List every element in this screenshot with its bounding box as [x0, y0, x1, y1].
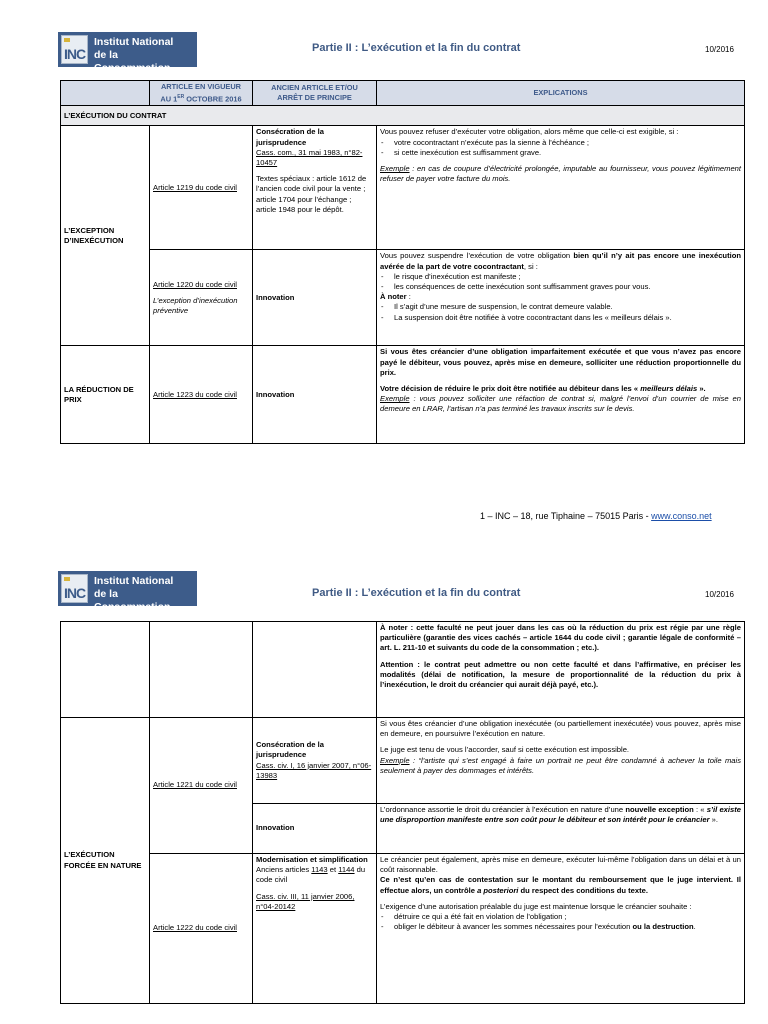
expl-1220-intro: Vous pouvez suspendre l’exécution de votre obligation [380, 251, 574, 261]
article-1222-link[interactable]: Article 1222 du code civil [153, 923, 237, 933]
logo-line1: Institut National [94, 575, 174, 587]
innovation-label: Innovation [253, 250, 377, 346]
header-empty [61, 81, 150, 106]
modernisation-title: Modernisation et simplification [256, 855, 368, 864]
expl-1220-si: , si : [523, 261, 538, 271]
item2-text: obliger le débiteur à avancer les sommes nécessaires pour l’exécution [394, 922, 633, 932]
exemple-label: Exemple [380, 755, 410, 765]
innovation-label: Innovation [253, 804, 377, 854]
expl-exception-e: ». [709, 815, 718, 825]
item2-bold: ou la destruction [632, 922, 694, 932]
cass-civ-iii-link[interactable]: Cass. civ. III, 11 janvier 2006, n°04-20142 [256, 891, 355, 911]
cass-civ-i-link[interactable]: Cass. civ. I, 16 janvier 2007, n°06-13983 [256, 760, 372, 780]
expl-1221-p2: Le juge est tenu de vous l’accorder, sauf si cette exécution est impossible. [380, 745, 630, 755]
logo-line1: Institut National [94, 36, 174, 48]
reduction-label: LA RÉDUCTION DE PRIX [61, 346, 150, 444]
article-1219-link[interactable]: Article 1219 du code civil [153, 182, 237, 192]
empty-cell [150, 622, 253, 718]
attention-reduction: Attention : le contrat peut admettre ou non cette faculté et dans l’affirmative, en préciser les modalités (délai de notification, la mesure de proportionnalité de la réduction du prix à l’inexécution, le droit du créancier qui aurait déjà payé, etc.). [380, 659, 741, 690]
article-1221-link[interactable]: Article 1221 du code civil [153, 780, 237, 790]
article-1223-link[interactable]: Article 1223 du code civil [153, 389, 237, 399]
logo-line2: de la Consommation [94, 49, 171, 74]
section-title: L’EXÉCUTION DU CONTRAT [61, 106, 745, 126]
expl-1222-p1: Le créancier peut également, après mise en demeure, exécuter lui-même l’obligation dans un délai et à un coût raisonnable. [380, 855, 741, 875]
contract-table-page2 [60, 621, 745, 1004]
a-posteriori: a posteriori [477, 885, 519, 895]
inc-logo [58, 571, 197, 613]
article-1220-link[interactable]: Article 1220 du code civil [153, 279, 237, 289]
exemple-label: Exemple [380, 394, 410, 404]
consecration-title: Consécration de la jurisprudence [256, 127, 324, 147]
expl-exception-c: : « [693, 805, 707, 814]
textes-speciaux: Textes spéciaux : article 1612 de l’ancien code civil pour la vente ; article 1704 pour l’échange ; article 1948 pour le dépôt. [256, 174, 367, 214]
expl-1223-p2: Votre décision de réduire le prix doit être notifiée au débiteur dans les « [380, 384, 641, 394]
list-item: - les conséquences de cette inexécution sont suffisamment graves pour vous. [394, 282, 741, 292]
exemple-label: Exemple [380, 164, 410, 174]
logo-line2: de la Consommation [94, 588, 171, 613]
item2-end: . [693, 922, 696, 932]
colon: : [406, 292, 411, 302]
empty-cell [253, 622, 377, 718]
page-date: 10/2016 [705, 45, 734, 54]
article-1220-note: L’exception d’inexécution préventive [153, 295, 238, 316]
consecration-title: Consécration de la jurisprudence [256, 740, 324, 760]
execution-forcee-label: L’EXÉCUTION FORCÉE EN NATURE [61, 718, 150, 1004]
expl-1222-p2: Ce n’est qu’en cas de contestation sur le montant du remboursement que le juge intervient. Il effectue alors, un contrôle [380, 875, 741, 895]
list-item: - si cette inexécution est suffisamment grave. [394, 148, 741, 158]
header-article: ARTICLE EN VIGUEUR AU 1ER OCTOBRE 2016 [150, 81, 253, 106]
quote-close: ». [697, 384, 706, 394]
cass-com-link[interactable]: Cass. com., 31 mai 1983, n°82-10457 [256, 147, 363, 168]
meilleurs-delais: meilleurs délais [640, 384, 698, 394]
conso-net-link[interactable]: www.conso.net [651, 511, 712, 521]
inc-badge-icon: INC [61, 35, 88, 64]
a-noter-reduction: À noter : cette faculté ne peut jouer dans les cas où la réduction du prix est régie par une règle particulière (garantie des vices cachés – article 1644 du code civil ; garantie légale de conformité – art. L. 211-10 et suivants du code de la consommation ; etc.). [380, 623, 741, 653]
expl-exception-a: L’ordonnance assortie le droit du créancier à l’exécution en nature d’une [380, 805, 626, 814]
list-item [394, 922, 741, 932]
et: et [327, 865, 339, 875]
page-gap [0, 540, 768, 560]
list-item: - Il s’agit d’une mesure de suspension, le contrat demeure valable. [394, 302, 741, 312]
expl-exception-d: s’il existe une disproportion manifeste entre son coût pour le débiteur et son intérêt pour le créancier [380, 805, 741, 825]
article-1143-link[interactable]: 1143 [311, 865, 328, 875]
expl-1219-intro: Vous pouvez refuser d’exécuter votre obligation, alors même que celle-ci est exigible, si : [380, 127, 679, 137]
inc-badge-icon: INC [61, 574, 88, 603]
exemple-text: : en cas de coupure d’électricité prolongée, imputable au fournisseur, vous pouvez légitimement refuser de payer votre facture du mois. [380, 164, 741, 184]
page-2 [0, 560, 768, 1024]
anciens-articles: Anciens articles [256, 865, 312, 875]
page-title: Partie II : L’exécution et la fin du contrat [312, 587, 521, 599]
list-item: - votre cocontractant n’exécute pas la sienne à l’échéance ; [394, 138, 741, 148]
page-footer [480, 511, 712, 521]
article-1144-link[interactable]: 1144 [338, 865, 355, 875]
exception-label: L’EXCEPTION D’INEXÉCUTION [61, 126, 150, 346]
header-ancien: ANCIEN ARTICLE ET/OU ARRÊT DE PRINCIPE [253, 81, 377, 106]
a-noter-label: À noter [380, 292, 407, 302]
expl-exception-b: nouvelle exception [625, 805, 694, 814]
expl-1221-p1: Si vous êtes créancier d’une obligation inexécutée (ou partiellement inexécutée) vous pouvez, après mise en demeure, en poursuivre l’exécution en nature. [380, 719, 741, 739]
contract-table-page1 [60, 80, 745, 444]
page-title: Partie II : L’exécution et la fin du contrat [312, 42, 521, 54]
exemple-text: : “l’artiste qui s’est engagé à faire un portrait ne peut être condamné à achever la toile mais seulement à payer des dommages et intérêts. [380, 755, 741, 775]
page-date: 10/2016 [705, 590, 734, 599]
footer-address: 1 – INC – 18, rue Tiphaine – 75015 Paris - [480, 511, 652, 521]
list-item: - détruire ce qui a été fait en violation de l’obligation ; [394, 912, 741, 922]
exemple-text: : vous pouvez solliciter une réfaction de contrat si, malgré l’envoi d’un courrier de mise en demeure en LRAR, l’artisan n’a pas terminé les travaux inscrits sur le devis. [380, 394, 741, 414]
header-explications: EXPLICATIONS [377, 81, 745, 106]
innovation-label: Innovation [253, 346, 377, 444]
expl-1220-bold: bien qu’il n’y ait pas encore une inexécution avérée de la part de votre cocontractant [380, 251, 741, 271]
expl-1222-p3: L’exigence d’une autorisation préalable du juge est maintenue lorsque le créancier souhaite : [380, 901, 692, 911]
list-item: - La suspension doit être notifiée à votre cocontractant dans les « meilleurs délais ». [394, 313, 741, 323]
inc-logo [58, 32, 197, 74]
expl-1222-p2-end: du respect des conditions du texte. [518, 885, 648, 895]
list-item: - le risque d’inexécution est manifeste ; [394, 272, 741, 282]
expl-1223-p1: Si vous êtes créancier d’une obligation imparfaitement exécutée et que vous n’avez pas encore payé le débiteur, vous pouvez, après mise en demeure, solliciter une réduction proportionnelle du prix. [380, 347, 741, 377]
du-code-civil: du code civil [256, 865, 366, 885]
empty-cell [61, 622, 150, 718]
